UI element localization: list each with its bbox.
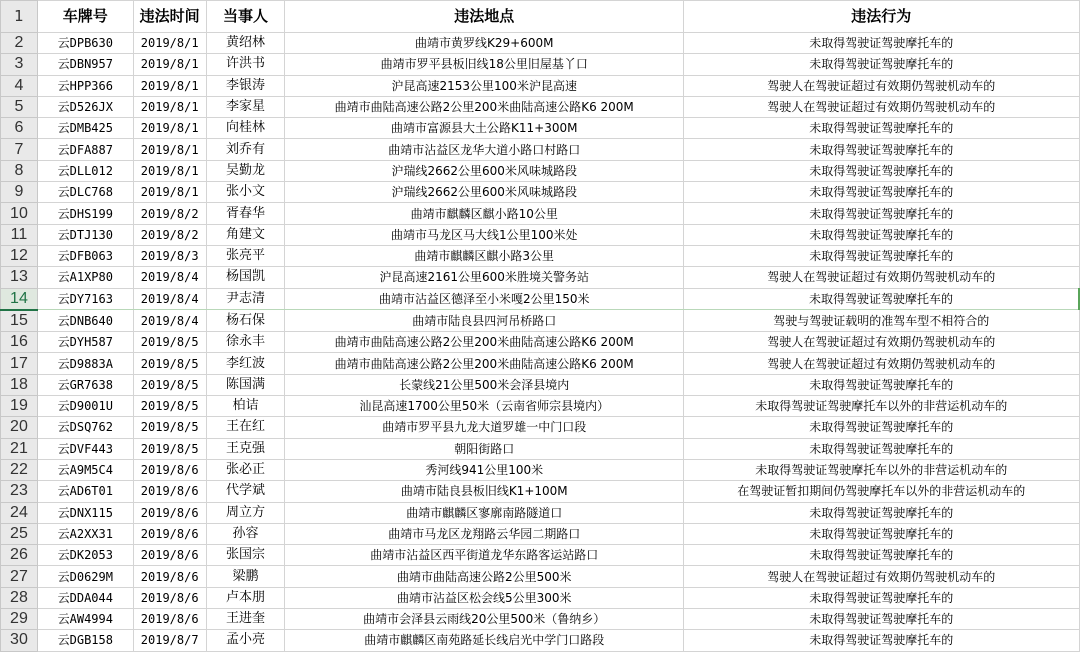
table-row — [1, 353, 1080, 374]
cell-date[interactable]: 2019/8/6 — [133, 545, 206, 566]
cell-location[interactable]: 曲靖市麒麟区南苑路延长线启光中学门口路段 — [285, 630, 684, 651]
cell-location[interactable]: 曲靖市沾益区龙华大道小路口村路口 — [285, 139, 684, 160]
cell-date[interactable]: 2019/8/7 — [133, 630, 206, 651]
cell-date[interactable]: 2019/8/6 — [133, 609, 206, 630]
cell-plate[interactable]: 云A9M5C4 — [37, 459, 133, 480]
table-row — [1, 481, 1080, 502]
cell-date[interactable]: 2019/8/6 — [133, 459, 206, 480]
cell-party[interactable]: 吴勤龙 — [206, 160, 285, 181]
cell-plate[interactable]: 云DYH587 — [37, 332, 133, 353]
table-row — [1, 374, 1080, 395]
table-row — [1, 54, 1080, 75]
cell-party[interactable]: 李红波 — [206, 353, 285, 374]
row-number[interactable]: 10 — [1, 203, 38, 224]
table-row — [1, 118, 1080, 139]
cell-date[interactable]: 2019/8/5 — [133, 396, 206, 417]
row-number[interactable]: 12 — [1, 245, 38, 266]
cell-party[interactable]: 李家星 — [206, 96, 285, 117]
table-row — [1, 587, 1080, 608]
cell-location[interactable]: 曲靖市曲陆高速公路2公里200米曲陆高速公路K6 200M — [285, 96, 684, 117]
cell-plate[interactable]: 云DDA044 — [37, 587, 133, 608]
cell-plate[interactable]: 云AD6T01 — [37, 481, 133, 502]
row-number[interactable]: 1 — [1, 1, 38, 33]
cell-violation[interactable]: 未取得驾驶证驾驶摩托车的 — [683, 203, 1079, 224]
table-row — [1, 459, 1080, 480]
cell-party[interactable]: 孙容 — [206, 523, 285, 544]
cell-date[interactable]: 2019/8/4 — [133, 267, 206, 288]
header-location[interactable]: 违法地点 — [285, 1, 684, 33]
row-number[interactable]: 16 — [1, 332, 38, 353]
cell-violation[interactable]: 未取得驾驶证驾驶摩托车的 — [683, 587, 1079, 608]
cell-location[interactable]: 曲靖市富源县大土公路K11+300M — [285, 118, 684, 139]
cell-date[interactable]: 2019/8/1 — [133, 118, 206, 139]
cell-plate[interactable]: 云DPB630 — [37, 33, 133, 54]
table-row — [1, 182, 1080, 203]
cell-location[interactable]: 曲靖市曲陆高速公路2公里500米 — [285, 566, 684, 587]
cell-violation[interactable]: 未取得驾驶证驾驶摩托车的 — [683, 523, 1079, 544]
cell-plate[interactable]: 云DVF443 — [37, 438, 133, 459]
row-number[interactable]: 27 — [1, 566, 38, 587]
cell-violation[interactable]: 未取得驾驶证驾驶摩托车的 — [683, 118, 1079, 139]
cell-location[interactable]: 曲靖市麒麟区麒小路3公里 — [285, 245, 684, 266]
cell-location[interactable]: 曲靖市曲陆高速公路2公里200米曲陆高速公路K6 200M — [285, 353, 684, 374]
cell-plate[interactable]: 云DBN957 — [37, 54, 133, 75]
row-number[interactable]: 14 — [1, 288, 38, 310]
cell-plate[interactable]: 云A2XX31 — [37, 523, 133, 544]
cell-party[interactable]: 向桂林 — [206, 118, 285, 139]
cell-plate[interactable]: 云DK2053 — [37, 545, 133, 566]
cell-date[interactable]: 2019/8/1 — [133, 54, 206, 75]
cell-location[interactable]: 曲靖市沾益区德泽至小米嘎2公里150米 — [285, 288, 684, 310]
cell-date[interactable]: 2019/8/6 — [133, 566, 206, 587]
cell-violation[interactable]: 驾驶人在驾驶证超过有效期仍驾驶机动车的 — [683, 353, 1079, 374]
cell-party[interactable]: 胥春华 — [206, 203, 285, 224]
cell-location[interactable]: 曲靖市罗平县板旧线18公里旧屋基丫口 — [285, 54, 684, 75]
cell-date[interactable]: 2019/8/4 — [133, 288, 206, 310]
table-row — [1, 96, 1080, 117]
cell-date[interactable]: 2019/8/1 — [133, 160, 206, 181]
row-number[interactable]: 26 — [1, 545, 38, 566]
row-number[interactable]: 30 — [1, 630, 38, 651]
cell-date[interactable]: 2019/8/5 — [133, 353, 206, 374]
cell-location[interactable]: 曲靖市麒麟区麒小路10公里 — [285, 203, 684, 224]
cell-location[interactable]: 曲靖市罗平县九龙大道罗雄一中门口段 — [285, 417, 684, 438]
cell-party[interactable]: 张必正 — [206, 459, 285, 480]
cell-date[interactable]: 2019/8/5 — [133, 438, 206, 459]
row-number[interactable]: 23 — [1, 481, 38, 502]
row-number[interactable]: 29 — [1, 609, 38, 630]
table-row — [1, 288, 1080, 310]
cell-date[interactable]: 2019/8/4 — [133, 310, 206, 332]
cell-location[interactable]: 曲靖市马龙区龙翔路云华园二期路口 — [285, 523, 684, 544]
cell-violation[interactable]: 未取得驾驶证驾驶摩托车的 — [683, 33, 1079, 54]
cell-plate[interactable]: 云DGB158 — [37, 630, 133, 651]
cell-party[interactable]: 刘乔有 — [206, 139, 285, 160]
cell-location[interactable]: 曲靖市沾益区西平街道龙华东路客运站路口 — [285, 545, 684, 566]
table-row — [1, 609, 1080, 630]
table-row — [1, 502, 1080, 523]
cell-plate[interactable]: 云DLL012 — [37, 160, 133, 181]
row-number[interactable]: 21 — [1, 438, 38, 459]
cell-party[interactable]: 王在红 — [206, 417, 285, 438]
cell-date[interactable]: 2019/8/6 — [133, 481, 206, 502]
table-row — [1, 139, 1080, 160]
row-number[interactable]: 3 — [1, 54, 38, 75]
cell-plate[interactable]: 云D0629M — [37, 566, 133, 587]
row-number[interactable]: 4 — [1, 75, 38, 96]
cell-party[interactable]: 杨国凯 — [206, 267, 285, 288]
row-number[interactable]: 19 — [1, 396, 38, 417]
cell-party[interactable]: 柏诘 — [206, 396, 285, 417]
cell-plate[interactable]: 云DFA887 — [37, 139, 133, 160]
cell-plate[interactable]: 云DLC768 — [37, 182, 133, 203]
cell-location[interactable]: 沪昆高速2161公里600米胜境关警务站 — [285, 267, 684, 288]
cell-party[interactable]: 卢本朋 — [206, 587, 285, 608]
cell-violation[interactable]: 未取得驾驶证驾驶摩托车以外的非营运机动车的 — [683, 396, 1079, 417]
cell-violation[interactable]: 驾驶人在驾驶证超过有效期仍驾驶机动车的 — [683, 75, 1079, 96]
cell-party[interactable]: 张小文 — [206, 182, 285, 203]
cell-date[interactable]: 2019/8/2 — [133, 203, 206, 224]
cell-violation[interactable]: 未取得驾驶证驾驶摩托车的 — [683, 245, 1079, 266]
cell-location[interactable]: 沪瑞线2662公里600米风味城路段 — [285, 182, 684, 203]
cell-location[interactable]: 曲靖市陆良县四河吊桥路口 — [285, 310, 684, 332]
row-number[interactable]: 9 — [1, 182, 38, 203]
table-row — [1, 160, 1080, 181]
cell-violation[interactable]: 未取得驾驶证驾驶摩托车的 — [683, 160, 1079, 181]
table-row — [1, 245, 1080, 266]
table-row — [1, 396, 1080, 417]
cell-date[interactable]: 2019/8/5 — [133, 374, 206, 395]
cell-plate[interactable]: 云DMB425 — [37, 118, 133, 139]
cell-location[interactable]: 曲靖市麒麟区寥廓南路隧道口 — [285, 502, 684, 523]
cell-party[interactable]: 黄绍林 — [206, 33, 285, 54]
cell-plate[interactable]: 云DY7163 — [37, 288, 133, 310]
cell-violation[interactable]: 未取得驾驶证驾驶摩托车以外的非营运机动车的 — [683, 459, 1079, 480]
cell-violation[interactable]: 未取得驾驶证驾驶摩托车的 — [683, 417, 1079, 438]
cell-party[interactable]: 杨石保 — [206, 310, 285, 332]
cell-date[interactable]: 2019/8/1 — [133, 96, 206, 117]
table-row — [1, 310, 1080, 332]
cell-location[interactable]: 沪昆高速2153公里100米沪昆高速 — [285, 75, 684, 96]
cell-party[interactable]: 王进奎 — [206, 609, 285, 630]
row-number[interactable]: 11 — [1, 224, 38, 245]
cell-plate[interactable]: 云DTJ130 — [37, 224, 133, 245]
cell-location[interactable]: 长蒙线21公里500米会泽县境内 — [285, 374, 684, 395]
row-number[interactable]: 8 — [1, 160, 38, 181]
row-number[interactable]: 22 — [1, 459, 38, 480]
cell-violation[interactable]: 未取得驾驶证驾驶摩托车的 — [683, 54, 1079, 75]
cell-location[interactable]: 朝阳街路口 — [285, 438, 684, 459]
cell-date[interactable]: 2019/8/5 — [133, 417, 206, 438]
cell-date[interactable]: 2019/8/1 — [133, 75, 206, 96]
cell-date[interactable]: 2019/8/6 — [133, 587, 206, 608]
cell-plate[interactable]: 云AW4994 — [37, 609, 133, 630]
cell-location[interactable]: 汕昆高速1700公里50米（云南省师宗县境内） — [285, 396, 684, 417]
cell-plate[interactable]: 云D9001U — [37, 396, 133, 417]
cell-plate[interactable]: 云D526JX — [37, 96, 133, 117]
table-row — [1, 417, 1080, 438]
row-number[interactable]: 20 — [1, 417, 38, 438]
cell-violation[interactable]: 驾驶人在驾驶证超过有效期仍驾驶机动车的 — [683, 566, 1079, 587]
table-row — [1, 75, 1080, 96]
header-row — [1, 1, 1080, 33]
cell-violation[interactable]: 未取得驾驶证驾驶摩托车的 — [683, 438, 1079, 459]
table-row — [1, 523, 1080, 544]
cell-party[interactable]: 陈国满 — [206, 374, 285, 395]
cell-violation[interactable]: 驾驶与驾驶证载明的准驾车型不相符合的 — [683, 310, 1079, 332]
cell-party[interactable]: 王克强 — [206, 438, 285, 459]
cell-violation[interactable]: 未取得驾驶证驾驶摩托车的 — [683, 139, 1079, 160]
cell-date[interactable]: 2019/8/1 — [133, 33, 206, 54]
row-number[interactable]: 28 — [1, 587, 38, 608]
row-number[interactable]: 17 — [1, 353, 38, 374]
header-violation[interactable]: 违法行为 — [683, 1, 1079, 33]
header-plate[interactable]: 车牌号 — [37, 1, 133, 33]
header-date[interactable]: 违法时间 — [133, 1, 206, 33]
cell-plate[interactable]: 云DHS199 — [37, 203, 133, 224]
cell-plate[interactable]: 云D9883A — [37, 353, 133, 374]
table-row — [1, 545, 1080, 566]
cell-location[interactable]: 曲靖市会泽县云雨线20公里500米（鲁纳乡） — [285, 609, 684, 630]
table-row — [1, 203, 1080, 224]
cell-plate[interactable]: 云A1XP80 — [37, 267, 133, 288]
cell-violation[interactable]: 未取得驾驶证驾驶摩托车的 — [683, 288, 1079, 310]
table-row — [1, 630, 1080, 651]
cell-date[interactable]: 2019/8/1 — [133, 182, 206, 203]
cell-violation[interactable]: 驾驶人在驾驶证超过有效期仍驾驶机动车的 — [683, 96, 1079, 117]
cell-party[interactable]: 张国宗 — [206, 545, 285, 566]
cell-date[interactable]: 2019/8/6 — [133, 502, 206, 523]
table-row — [1, 566, 1080, 587]
table-row — [1, 224, 1080, 245]
table-row — [1, 33, 1080, 54]
cell-plate[interactable]: 云HPP366 — [37, 75, 133, 96]
cell-location[interactable]: 秀河线941公里100米 — [285, 459, 684, 480]
cell-party[interactable]: 许洪书 — [206, 54, 285, 75]
cell-location[interactable]: 曲靖市曲陆高速公路2公里200米曲陆高速公路K6 200M — [285, 332, 684, 353]
row-number[interactable]: 7 — [1, 139, 38, 160]
cell-date[interactable]: 2019/8/5 — [133, 332, 206, 353]
cell-party[interactable]: 代学斌 — [206, 481, 285, 502]
cell-plate[interactable]: 云DFB063 — [37, 245, 133, 266]
cell-date[interactable]: 2019/8/3 — [133, 245, 206, 266]
table-row — [1, 332, 1080, 353]
row-number[interactable]: 2 — [1, 33, 38, 54]
cell-violation[interactable]: 未取得驾驶证驾驶摩托车的 — [683, 374, 1079, 395]
cell-date[interactable]: 2019/8/2 — [133, 224, 206, 245]
cell-party[interactable]: 梁鹏 — [206, 566, 285, 587]
row-number[interactable]: 25 — [1, 523, 38, 544]
cell-plate[interactable]: 云DNX115 — [37, 502, 133, 523]
cell-violation[interactable]: 在驾驶证暂扣期间仍驾驶摩托车以外的非营运机动车的 — [683, 481, 1079, 502]
cell-party[interactable]: 孟小亮 — [206, 630, 285, 651]
cell-violation[interactable]: 驾驶人在驾驶证超过有效期仍驾驶机动车的 — [683, 332, 1079, 353]
cell-plate[interactable]: 云GR7638 — [37, 374, 133, 395]
cell-violation[interactable]: 未取得驾驶证驾驶摩托车的 — [683, 609, 1079, 630]
cell-party[interactable]: 角建文 — [206, 224, 285, 245]
cell-violation[interactable]: 未取得驾驶证驾驶摩托车的 — [683, 182, 1079, 203]
cell-location[interactable]: 曲靖市陆良县板旧线K1+100M — [285, 481, 684, 502]
cell-party[interactable]: 李银涛 — [206, 75, 285, 96]
row-number[interactable]: 15 — [1, 310, 38, 332]
cell-date[interactable]: 2019/8/6 — [133, 523, 206, 544]
cell-violation[interactable]: 未取得驾驶证驾驶摩托车的 — [683, 630, 1079, 651]
cell-party[interactable]: 徐永丰 — [206, 332, 285, 353]
cell-violation[interactable]: 未取得驾驶证驾驶摩托车的 — [683, 545, 1079, 566]
cell-party[interactable]: 张亮平 — [206, 245, 285, 266]
cell-party[interactable]: 尹志清 — [206, 288, 285, 310]
row-number[interactable]: 6 — [1, 118, 38, 139]
cell-violation[interactable]: 未取得驾驶证驾驶摩托车的 — [683, 502, 1079, 523]
table-row — [1, 438, 1080, 459]
row-number[interactable]: 5 — [1, 96, 38, 117]
cell-location[interactable]: 曲靖市黄罗线K29+600M — [285, 33, 684, 54]
cell-plate[interactable]: 云DSQ762 — [37, 417, 133, 438]
cell-party[interactable]: 周立方 — [206, 502, 285, 523]
cell-violation[interactable]: 驾驶人在驾驶证超过有效期仍驾驶机动车的 — [683, 267, 1079, 288]
row-number[interactable]: 13 — [1, 267, 38, 288]
row-number[interactable]: 24 — [1, 502, 38, 523]
cell-location[interactable]: 曲靖市沾益区松会线5公里300米 — [285, 587, 684, 608]
cell-date[interactable]: 2019/8/1 — [133, 139, 206, 160]
cell-location[interactable]: 曲靖市马龙区马大线1公里100米处 — [285, 224, 684, 245]
table-row — [1, 267, 1080, 288]
cell-violation[interactable]: 未取得驾驶证驾驶摩托车的 — [683, 224, 1079, 245]
cell-plate[interactable]: 云DNB640 — [37, 310, 133, 332]
cell-location[interactable]: 沪瑞线2662公里600米风味城路段 — [285, 160, 684, 181]
header-party[interactable]: 当事人 — [206, 1, 285, 33]
row-number[interactable]: 18 — [1, 374, 38, 395]
